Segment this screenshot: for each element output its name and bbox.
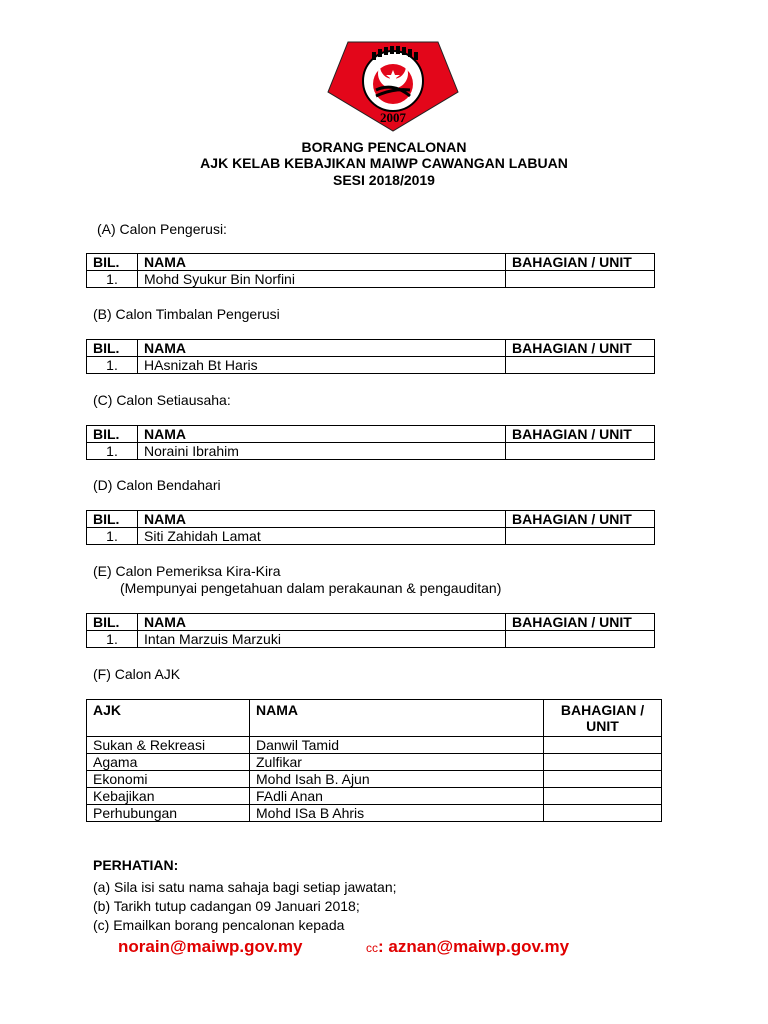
- cc-label: cc: [366, 941, 378, 955]
- header-nama: NAMA: [138, 254, 506, 271]
- email-primary[interactable]: norain@maiwp.gov.my: [118, 937, 303, 956]
- section-d-label: (D) Calon Bendahari: [93, 477, 221, 493]
- table-row: [87, 443, 655, 460]
- form-subtitle: AJK KELAB KEBAJIKAN MAIWP CAWANGAN LABUAN: [200, 155, 568, 171]
- cell-nama: Zulfikar: [250, 754, 544, 771]
- header-bil: BIL.: [87, 340, 138, 357]
- email-secondary[interactable]: : aznan@maiwp.gov.my: [378, 937, 570, 956]
- cell-bahagian[interactable]: [544, 771, 662, 788]
- cell-ajk: Sukan & Rekreasi: [87, 737, 250, 754]
- notes-heading: PERHATIAN:: [93, 857, 179, 873]
- header-nama: NAMA: [138, 614, 506, 631]
- cell-bahagian[interactable]: [544, 737, 662, 754]
- cell-bil: 1.: [87, 271, 138, 288]
- table-row: [87, 788, 662, 805]
- cell-nama: Intan Marzuis Marzuki: [138, 631, 506, 648]
- table-row: [87, 528, 655, 545]
- ajk-table: [86, 699, 662, 822]
- table-row: [87, 357, 655, 374]
- cell-nama: Mohd Isah B. Ajun: [250, 771, 544, 788]
- table-header-row: [87, 511, 655, 528]
- cell-nama: HAsnizah Bt Haris: [138, 357, 506, 374]
- header-bahagian: BAHAGIAN / UNIT: [506, 426, 655, 443]
- cell-nama: Mohd ISa B Ahris: [250, 805, 544, 822]
- table-header-row: [87, 426, 655, 443]
- table-row: [87, 771, 662, 788]
- header-bahagian-line1: BAHAGIAN /: [560, 702, 645, 718]
- section-e-label: (E) Calon Pemeriksa Kira-Kira: [93, 563, 281, 579]
- section-b-table: [86, 339, 655, 374]
- cell-ajk: Agama: [87, 754, 250, 771]
- cell-nama: FAdli Anan: [250, 788, 544, 805]
- cell-bil: 1.: [87, 528, 138, 545]
- table-row: [87, 737, 662, 754]
- table-row: [87, 805, 662, 822]
- header-bahagian: BAHAGIAN / UNIT: [506, 340, 655, 357]
- header-bil: BIL.: [87, 426, 138, 443]
- cell-bahagian[interactable]: [506, 271, 655, 288]
- header-bil: BIL.: [87, 511, 138, 528]
- header-nama: NAMA: [138, 340, 506, 357]
- section-c-label: (C) Calon Setiausaha:: [93, 392, 231, 408]
- form-session: SESI 2018/2019: [333, 172, 435, 188]
- section-c-table: [86, 425, 655, 460]
- cell-ajk: Ekonomi: [87, 771, 250, 788]
- cell-nama: Siti Zahidah Lamat: [138, 528, 506, 545]
- cell-ajk: Perhubungan: [87, 805, 250, 822]
- section-e-table: [86, 613, 655, 648]
- table-row: [87, 754, 662, 771]
- club-logo: [326, 40, 460, 132]
- header-bahagian: BAHAGIAN / UNIT: [506, 254, 655, 271]
- section-d-table: [86, 510, 655, 545]
- cell-bahagian[interactable]: [506, 357, 655, 374]
- cell-nama: Noraini Ibrahim: [138, 443, 506, 460]
- section-b-label: (B) Calon Timbalan Pengerusi: [93, 306, 280, 322]
- header-bahagian-line2: UNIT: [586, 718, 619, 734]
- cell-ajk: Kebajikan: [87, 788, 250, 805]
- cell-nama: Mohd Syukur Bin Norfini: [138, 271, 506, 288]
- header-bahagian: [544, 700, 662, 737]
- table-header-row: [87, 614, 655, 631]
- cell-bahagian[interactable]: [544, 788, 662, 805]
- header-bil: BIL.: [87, 254, 138, 271]
- section-a-table: [86, 253, 655, 288]
- form-title: BORANG PENCALONAN: [301, 139, 467, 155]
- section-f-label: (F) Calon AJK: [93, 666, 181, 682]
- section-a-label: (A) Calon Pengerusi:: [97, 221, 227, 237]
- cell-bahagian[interactable]: [506, 528, 655, 545]
- note-item-c: (c) Emailkan borang pencalonan kepada: [93, 917, 345, 933]
- cell-nama: Danwil Tamid: [250, 737, 544, 754]
- header-bahagian: BAHAGIAN / UNIT: [506, 614, 655, 631]
- table-header-row: [87, 340, 655, 357]
- note-item-a: (a) Sila isi satu nama sahaja bagi setiap jawatan;: [93, 879, 397, 895]
- table-header-row: [87, 700, 662, 737]
- header-nama: NAMA: [138, 511, 506, 528]
- cell-bahagian[interactable]: [544, 754, 662, 771]
- cell-bil: 1.: [87, 357, 138, 374]
- cell-bahagian[interactable]: [506, 443, 655, 460]
- header-ajk: AJK: [87, 700, 250, 737]
- cell-bil: 1.: [87, 631, 138, 648]
- table-header-row: [87, 254, 655, 271]
- table-row: [87, 271, 655, 288]
- cell-bil: 1.: [87, 443, 138, 460]
- note-item-b: (b) Tarikh tutup cadangan 09 Januari 2018;: [93, 898, 360, 914]
- table-row: [87, 631, 655, 648]
- header-nama: NAMA: [138, 426, 506, 443]
- section-e-sublabel: (Mempunyai pengetahuan dalam perakaunan & pengauditan): [120, 580, 502, 596]
- logo-year: 2007: [380, 110, 406, 125]
- cell-bahagian[interactable]: [544, 805, 662, 822]
- header-bil: BIL.: [87, 614, 138, 631]
- header-nama: NAMA: [250, 700, 544, 737]
- cell-bahagian[interactable]: [506, 631, 655, 648]
- email-cc[interactable]: [366, 937, 569, 957]
- header-bahagian: BAHAGIAN / UNIT: [506, 511, 655, 528]
